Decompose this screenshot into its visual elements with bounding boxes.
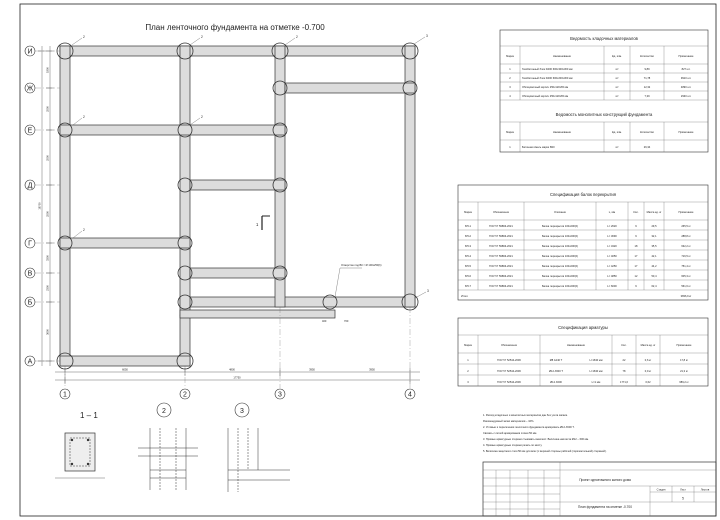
- svg-text:689,2 кг: 689,2 кг: [679, 381, 689, 384]
- dim-left: 2500: [46, 211, 50, 217]
- section-cut-mark: [256, 216, 270, 230]
- t4-header: Обозначение: [500, 344, 518, 347]
- svg-text:2: 2: [183, 391, 187, 399]
- svg-text:м³: м³: [615, 77, 619, 80]
- svg-text:Балка перекрытия 100х200(h): Балка перекрытия 100х200(h): [541, 255, 579, 258]
- callout-label: 2: [201, 35, 203, 39]
- section-1-title: 1 – 1: [80, 411, 98, 420]
- axis-bubble: [25, 125, 35, 135]
- hole-dim: 700: [344, 320, 349, 323]
- note-line: 3. Прямые арматурные стержни стыковать внахлест. Величина нахлеста Ø12 – 600 мм.: [483, 438, 589, 441]
- svg-text:L= 4250: L= 4250: [607, 265, 617, 268]
- svg-text:9: 9: [635, 225, 637, 228]
- svg-text:БП-3: БП-3: [465, 245, 471, 248]
- axis-bubble: [60, 389, 70, 399]
- t2-rows: [509, 145, 651, 149]
- svg-text:22: 22: [622, 359, 626, 362]
- t1-header: Наименование: [553, 55, 571, 58]
- svg-text:605,3 кг: 605,3 кг: [681, 275, 691, 278]
- axis-bubble: [405, 389, 415, 399]
- svg-text:9: 9: [635, 285, 637, 288]
- svg-text:716,5 кг: 716,5 кг: [681, 255, 691, 258]
- svg-text:ГОСТ Р 59893-2021: ГОСТ Р 59893-2021: [489, 265, 513, 268]
- svg-text:827 шт.: 827 шт.: [681, 68, 691, 71]
- svg-text:Балка перекрытия 100х200(h): Балка перекрытия 100х200(h): [541, 235, 579, 238]
- svg-text:12: 12: [634, 275, 638, 278]
- svg-text:ГОСТ Р 59893-2021: ГОСТ Р 59893-2021: [489, 285, 513, 288]
- t3-total-value: 3836,9 кг: [680, 295, 692, 298]
- svg-text:50,4: 50,4: [651, 275, 657, 278]
- svg-text:2: 2: [467, 370, 469, 373]
- svg-text:L= 6000: L= 6000: [607, 285, 617, 288]
- svg-text:632,2 кг: 632,2 кг: [681, 245, 691, 248]
- t2-header: Наименование: [553, 131, 571, 134]
- t4-grid: [458, 335, 708, 386]
- t4-header: Масса ед. кг: [640, 344, 656, 347]
- section-2-drawing: [138, 428, 198, 490]
- svg-text:Балка перекрытия 100х200(h): Балка перекрытия 100х200(h): [541, 225, 579, 228]
- t2-header: Ед. изм.: [612, 131, 622, 134]
- callout-label: 2: [296, 35, 298, 39]
- stamp-sheet-title: План фундамента на отметке -0.700: [578, 505, 632, 509]
- stamp-stage-label: Стадия: [656, 488, 666, 492]
- svg-text:ГОСТ Р 59893-2021: ГОСТ Р 59893-2021: [489, 235, 513, 238]
- t3-header: Обозначение: [492, 211, 510, 214]
- svg-text:ГОСТ Р 59893-2021: ГОСТ Р 59893-2021: [489, 245, 513, 248]
- svg-text:Ø12 А500 Т: Ø12 А500 Т: [549, 370, 563, 373]
- t3-total-label: Итого: [461, 295, 468, 298]
- dim-bottom: 3950: [369, 368, 375, 372]
- svg-text:4890 шт.: 4890 шт.: [680, 86, 692, 89]
- svg-text:288,8 кг: 288,8 кг: [681, 235, 691, 238]
- svg-text:БП-1: БП-1: [465, 225, 471, 228]
- svg-text:32,1: 32,1: [651, 235, 657, 238]
- dim-left: 2500: [46, 106, 50, 112]
- svg-text:21,3 кг: 21,3 кг: [680, 370, 688, 373]
- svg-text:9910 шт.: 9910 шт.: [680, 77, 692, 80]
- svg-text:Облицовочный кирпич 250х120х65: Облицовочный кирпич 250х120х65 мм: [522, 95, 569, 98]
- dim-bottom: 6050: [122, 368, 128, 372]
- svg-text:1: 1: [467, 359, 469, 362]
- t4-header: Примечание: [676, 344, 692, 347]
- stamp-sheet-label: Лист: [680, 488, 686, 492]
- svg-text:71,78: 71,78: [643, 77, 651, 80]
- svg-text:0,9 кг: 0,9 кг: [644, 370, 652, 373]
- t1-grid: [500, 46, 708, 100]
- svg-text:L= 4850: L= 4850: [607, 275, 617, 278]
- svg-text:3: 3: [278, 391, 282, 399]
- svg-text:Балка перекрытия 100х200(h): Балка перекрытия 100х200(h): [541, 265, 579, 268]
- svg-text:42,1: 42,1: [651, 255, 657, 258]
- dim-left: 3300: [46, 255, 50, 261]
- section-details: [55, 403, 290, 492]
- stamp-sheet-no: 5: [682, 496, 684, 501]
- svg-text:751,4 кг: 751,4 кг: [681, 265, 691, 268]
- t2-header: Количество: [640, 131, 654, 134]
- svg-text:1: 1: [256, 222, 259, 227]
- svg-text:17: 17: [634, 265, 638, 268]
- svg-text:4: 4: [509, 95, 511, 98]
- svg-text:БП-7: БП-7: [465, 285, 471, 288]
- svg-text:9,89: 9,89: [644, 68, 650, 71]
- section-2-title: 2: [162, 408, 166, 415]
- svg-text:L=1630 мм: L=1630 мм: [589, 370, 603, 373]
- svg-text:3: 3: [509, 86, 511, 89]
- t3-header: L, мм: [608, 211, 616, 214]
- t3-header: Примечание: [678, 211, 694, 214]
- axis-bubble: [25, 180, 35, 190]
- axis-lines: [35, 51, 410, 388]
- stamp-project: Проект одноэтажного жилого дома: [579, 478, 631, 482]
- svg-text:L= 3090: L= 3090: [607, 235, 617, 238]
- t3-title: Спецификация балок перекрытия: [550, 192, 616, 197]
- svg-text:1: 1: [509, 146, 511, 149]
- callout-label: 2: [83, 35, 85, 39]
- t3-rows: [465, 224, 691, 288]
- svg-text:17: 17: [634, 255, 638, 258]
- t1-header: Примечание: [678, 55, 694, 58]
- note-line: Связать с сеткой армирования слоем 50 мм.: [483, 432, 538, 435]
- section-1-drawing: [55, 433, 105, 478]
- svg-text:БП-2: БП-2: [465, 235, 471, 238]
- axis-letters: [25, 46, 35, 366]
- svg-text:12,32: 12,32: [643, 86, 651, 89]
- t4-header: Наименование: [567, 344, 585, 347]
- svg-text:2930 шт.: 2930 шт.: [680, 95, 692, 98]
- title-block: [483, 462, 716, 516]
- callout-label: 3: [427, 289, 429, 293]
- axis-bubble: [25, 268, 35, 278]
- section-3-drawing: [228, 428, 290, 492]
- svg-text:ГОСТ Р 59893-2021: ГОСТ Р 59893-2021: [489, 225, 513, 228]
- svg-text:L= 2620: L= 2620: [607, 225, 617, 228]
- svg-text:78: 78: [622, 370, 626, 373]
- foundation-plan: [25, 23, 429, 399]
- t1-title: Ведомость кладочных материалов: [570, 36, 638, 41]
- svg-text:18: 18: [634, 245, 638, 248]
- t3-header: Марка: [464, 211, 472, 214]
- note-line: 4. Прямые арматурные стержни резать по месту.: [483, 444, 543, 447]
- svg-text:БП-6: БП-6: [465, 275, 471, 278]
- t4-rows: [467, 358, 688, 384]
- svg-text:И: И: [27, 48, 33, 56]
- svg-text:L= 4050: L= 4050: [607, 255, 617, 258]
- svg-text:1: 1: [63, 391, 67, 399]
- svg-text:ГОСТ Р 52544-2006: ГОСТ Р 52544-2006: [497, 381, 521, 384]
- axis-bubble: [180, 389, 190, 399]
- dim-left: 2500: [46, 155, 50, 161]
- hole-note: Отверстие под ВК ≈ Ø 100х250(h): [341, 264, 382, 267]
- svg-text:Ж: Ж: [26, 85, 34, 93]
- callout-label: 2: [83, 115, 85, 119]
- note-line: Рекомендуемый запас материалов – 10%.: [483, 420, 535, 423]
- axis-bubble: [25, 46, 35, 56]
- t2-header: Марка: [506, 131, 514, 134]
- svg-text:Облицовочный кирпич 250х120х65: Облицовочный кирпич 250х120х65 мм: [522, 86, 569, 89]
- svg-text:м³: м³: [615, 95, 619, 98]
- svg-text:Балка перекрытия 100х200(h): Балка перекрытия 100х200(h): [541, 275, 579, 278]
- svg-text:L=1 мм: L=1 мм: [591, 381, 601, 384]
- axis-bubble: [25, 238, 35, 248]
- svg-text:В: В: [27, 270, 33, 278]
- dim-left: 3600: [46, 329, 50, 335]
- svg-text:ГОСТ Р 59893-2021: ГОСТ Р 59893-2021: [489, 255, 513, 258]
- dim-bottom-total: 17750: [233, 376, 241, 380]
- svg-text:265,5 кг: 265,5 кг: [681, 225, 691, 228]
- dim-left: 1800: [46, 67, 50, 73]
- svg-text:Е: Е: [27, 127, 33, 135]
- svg-text:L= 3420: L= 3420: [607, 245, 617, 248]
- dim-bottom: 4800: [229, 368, 235, 372]
- section-3-title: 3: [240, 408, 244, 415]
- svg-text:3: 3: [467, 381, 469, 384]
- axis-bubble: [275, 389, 285, 399]
- strip-footing: [60, 46, 415, 366]
- svg-text:7,39: 7,39: [644, 95, 650, 98]
- svg-text:1: 1: [509, 68, 511, 71]
- svg-text:4: 4: [408, 391, 412, 399]
- svg-text:Г: Г: [28, 240, 32, 248]
- svg-text:Балка перекрытия 100х200(h): Балка перекрытия 100х200(h): [541, 285, 579, 288]
- dim-bottom: 3950: [309, 368, 315, 372]
- note-line: 5. Величина защитного слоя 50 мм для всех (с верхней стороны рабочей (горизонтальной) стержней).: [483, 450, 607, 453]
- hole-dim: 400: [322, 320, 327, 323]
- general-notes: [483, 413, 607, 453]
- t3-header: Описание: [554, 211, 566, 214]
- t3-header: Масса ед. кг: [646, 211, 662, 214]
- table-beams: [458, 185, 708, 300]
- table-masonry: [500, 30, 708, 152]
- axis-bubble: [25, 356, 35, 366]
- note-line: 1. Расход кладочных и монолитных материалов дан без учета запаса.: [483, 414, 568, 417]
- svg-text:17,8 кг: 17,8 кг: [680, 359, 688, 362]
- svg-text:26,34: 26,34: [643, 146, 651, 149]
- note-line: 2. Угловые и пересечения ленточного фундамента армировать Ø12 А500 Т.: [483, 426, 575, 429]
- svg-text:29,5: 29,5: [651, 225, 657, 228]
- plan-title: План ленточного фундамента на отметке -0.700: [145, 23, 325, 32]
- svg-text:1771,6: 1771,6: [620, 381, 628, 384]
- callout-label: 2: [83, 228, 85, 232]
- t2-title: Ведомость монолитных конструкций фундамента: [555, 112, 653, 117]
- svg-text:2: 2: [509, 77, 511, 80]
- svg-text:ГОСТ Р 52544-2006: ГОСТ Р 52544-2006: [497, 359, 521, 362]
- svg-text:0,6 кг: 0,6 кг: [644, 359, 652, 362]
- svg-text:Газобетонный блок D400 600х300: Газобетонный блок D400 600х300х300 мм: [522, 68, 573, 71]
- t1-header: Марка: [506, 55, 514, 58]
- table-rebar: [458, 318, 708, 386]
- svg-text:м³: м³: [615, 86, 619, 89]
- t2-header: Примечание: [678, 131, 694, 134]
- svg-text:м³: м³: [615, 68, 619, 71]
- axis-bubble: [25, 83, 35, 93]
- stamp-sheets-label: Листов: [700, 488, 710, 492]
- t4-header: Кол.: [621, 344, 627, 347]
- svg-text:Бетонная смесь марки В20: Бетонная смесь марки В20: [522, 146, 555, 149]
- svg-text:А: А: [27, 358, 33, 366]
- axis-numbers: [60, 389, 415, 399]
- dim-left: 2300: [46, 285, 50, 291]
- svg-text:62,4: 62,4: [651, 285, 657, 288]
- leaders: [72, 37, 426, 298]
- t3-header: Кол.: [633, 211, 639, 214]
- svg-text:Газобетонный блок D400 600х200: Газобетонный блок D400 600х200х300 мм: [522, 77, 573, 80]
- t1-header: Ед. изм.: [612, 55, 622, 58]
- svg-text:Д: Д: [27, 182, 33, 190]
- dim-left-total: 16700: [38, 202, 42, 210]
- svg-text:561,6 кг: 561,6 кг: [681, 285, 691, 288]
- svg-text:0,62: 0,62: [645, 381, 651, 384]
- svg-text:9: 9: [635, 235, 637, 238]
- t4-title: Спецификация арматуры: [558, 325, 608, 330]
- svg-text:ГОСТ Р 52544-2006: ГОСТ Р 52544-2006: [497, 370, 521, 373]
- svg-text:м³: м³: [615, 146, 619, 149]
- svg-text:ГОСТ Р 59893-2021: ГОСТ Р 59893-2021: [489, 275, 513, 278]
- callout-label: 2: [201, 115, 203, 119]
- callout-label: 3: [426, 34, 428, 38]
- t4-header: Марка: [464, 344, 472, 347]
- svg-text:L=1630 мм: L=1630 мм: [589, 359, 603, 362]
- svg-text:Ø12 А500: Ø12 А500: [550, 381, 562, 384]
- svg-text:Б: Б: [27, 299, 33, 307]
- svg-text:БП-4: БП-4: [465, 255, 471, 258]
- svg-text:44,2: 44,2: [651, 265, 657, 268]
- svg-text:35,5: 35,5: [651, 245, 657, 248]
- svg-text:БП-5: БП-5: [465, 265, 471, 268]
- axis-bubble: [25, 297, 35, 307]
- t1-header: Количество: [640, 55, 654, 58]
- svg-text:Ø8 А240 Т: Ø8 А240 Т: [549, 359, 563, 362]
- svg-text:Балка перекрытия 100х200(h): Балка перекрытия 100х200(h): [541, 245, 579, 248]
